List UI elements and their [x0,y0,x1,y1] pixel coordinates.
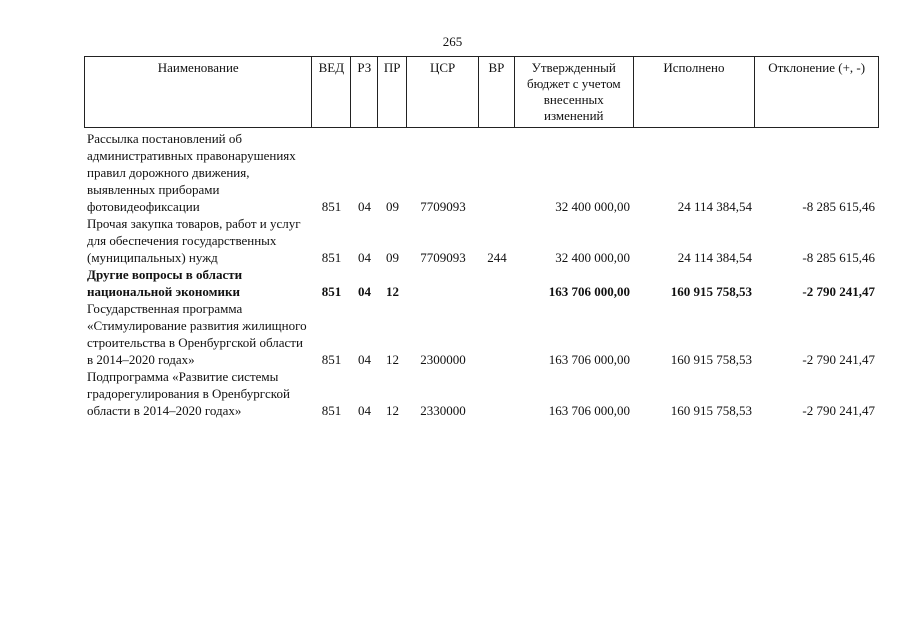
table-header [84,56,879,128]
table-body [84,130,879,419]
row-executed: 24 114 384,54 [677,250,752,265]
row-csr: 2300000 [420,352,466,367]
row-budget: 32 400 000,00 [555,250,630,265]
row-name: Государственная программа «Стимулирование развития жилищного строительства в Оренбургской области в 2014–2020 годах» [87,301,307,367]
row-ved: 851 [321,199,342,214]
row-deviation: -8 285 615,46 [802,199,875,214]
row-deviation: -2 790 241,47 [802,284,875,299]
table-row [84,130,879,215]
row-budget: 32 400 000,00 [555,199,630,214]
row-rz: 04 [358,352,371,367]
row-rz: 04 [358,199,371,214]
row-pr: 12 [386,284,399,299]
row-rz: 04 [358,403,371,418]
table-row [84,300,879,368]
header-rz: РЗ [351,57,378,127]
row-pr: 09 [386,250,399,265]
header-name: Наименование [85,57,312,127]
row-deviation: -2 790 241,47 [802,352,875,367]
row-name: Рассылка постановлений об административных правонарушениях правил дорожного движения, выявленных приборами фотовидеофиксации [87,131,296,214]
row-deviation: -8 285 615,46 [802,250,875,265]
row-pr: 12 [386,352,399,367]
header-vr: ВР [479,57,515,127]
header-budget: Утвержденный бюджет с учетом внесенных изменений [515,57,634,127]
row-executed: 160 915 758,53 [670,403,752,418]
row-csr: 7709093 [420,250,466,265]
row-pr: 12 [386,403,399,418]
page-number: 265 [442,34,463,49]
row-executed: 24 114 384,54 [677,199,752,214]
row-budget: 163 706 000,00 [548,352,630,367]
row-ved: 851 [321,403,342,418]
row-pr: 09 [386,199,399,214]
header-executed: Исполнено [634,57,756,127]
row-csr: 7709093 [420,199,466,214]
header-csr: ЦСР [407,57,479,127]
header-ved: ВЕД [312,57,351,127]
row-ved: 851 [321,250,342,265]
row-executed: 160 915 758,53 [670,284,752,299]
row-vr: 244 [487,250,507,265]
row-rz: 04 [358,250,371,265]
row-name: Прочая закупка товаров, работ и услуг для обеспечения государственных (муниципальных) нужд [87,216,301,265]
row-budget: 163 706 000,00 [548,284,630,299]
row-csr: 2330000 [420,403,466,418]
row-executed: 160 915 758,53 [670,352,752,367]
table-row [84,215,879,266]
row-name: Подпрограмма «Развитие системы градорегулирования в Оренбургской области в 2014–2020 годах» [87,369,290,418]
table-row [84,266,879,300]
table-row [84,368,879,419]
row-budget: 163 706 000,00 [548,403,630,418]
row-ved: 851 [321,352,342,367]
header-pr: ПР [378,57,407,127]
row-name: Другие вопросы в области национальной экономики [87,267,243,299]
row-ved: 851 [321,284,342,299]
row-rz: 04 [358,284,371,299]
row-deviation: -2 790 241,47 [802,403,875,418]
header-deviation: Отклонение (+, -) [768,60,866,75]
